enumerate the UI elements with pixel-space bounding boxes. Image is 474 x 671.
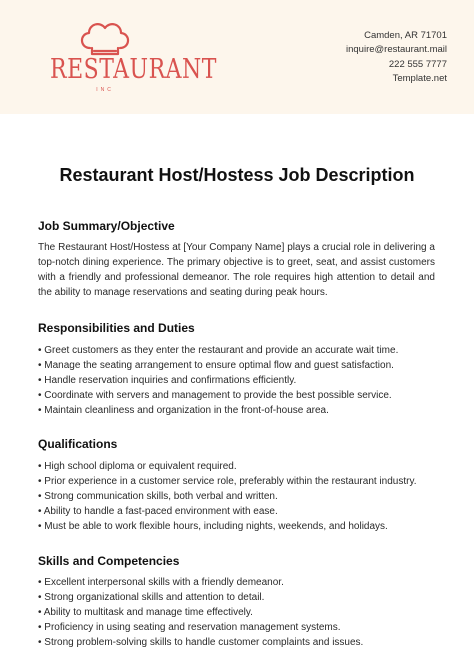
responsibilities-heading: Responsibilities and Duties [38, 321, 195, 335]
contact-email[interactable]: inquire@restaurant.mail [346, 44, 447, 56]
list-item: • Must be able to work flexible hours, including nights, weekends, and holidays. [38, 520, 438, 535]
responsibilities-list [38, 344, 438, 419]
skills-list [38, 576, 438, 651]
contact-address: Camden, AR 71701 [364, 30, 447, 41]
list-item: • Coordinate with servers and management to provide the best possible service. [38, 389, 438, 404]
restaurant-logo [50, 18, 217, 98]
list-item: • Ability to multitask and manage time effectively. [38, 606, 438, 621]
logo-subtitle: INC [96, 87, 114, 93]
contact-website[interactable]: Template.net [392, 72, 447, 84]
summary-heading: Job Summary/Objective [38, 219, 175, 233]
list-item: • Strong organizational skills and attention to detail. [38, 591, 438, 606]
letterhead [0, 0, 474, 114]
list-item: • Proficiency in using seating and reservation management systems. [38, 621, 438, 636]
list-item: • High school diploma or equivalent required. [38, 460, 438, 475]
list-item: • Ability to handle a fast-paced environment with ease. [38, 505, 438, 520]
list-item: • Strong problem-solving skills to handle customer complaints and issues. [38, 636, 438, 651]
list-item: • Excellent interpersonal skills with a friendly demeanor. [38, 576, 438, 591]
contact-block [346, 29, 447, 86]
qualifications-list [38, 460, 438, 535]
list-item: • Handle reservation inquiries and confirmations efficiently. [38, 374, 438, 389]
list-item: • Maintain cleanliness and organization in the front-of-house area. [38, 404, 438, 419]
logo-wordmark: RESTAURANT [50, 54, 217, 86]
list-item: • Prior experience in a customer service role, preferably within the restaurant industry. [38, 475, 438, 490]
list-item: • Greet customers as they enter the restaurant and provide an accurate wait time. [38, 344, 438, 359]
list-item: • Manage the seating arrangement to ensure optimal flow and guest satisfaction. [38, 359, 438, 374]
document-title: Restaurant Host/Hostess Job Description [59, 165, 415, 185]
skills-heading: Skills and Competencies [38, 554, 180, 568]
list-item: • Strong communication skills, both verbal and written. [38, 490, 438, 505]
contact-phone: 222 555 7777 [388, 58, 447, 70]
qualifications-heading: Qualifications [38, 437, 118, 451]
summary-paragraph: The Restaurant Host/Hostess at [Your Company Name] plays a crucial role in delivering a top-notch dining experience. The primary objective is to greet, seat, and assist customers with a friendly and professional demeanor. The role requires high attention to detail and the ability to manage reservations and seating during peak hours. [38, 242, 435, 299]
chef-hat-icon [50, 18, 160, 58]
